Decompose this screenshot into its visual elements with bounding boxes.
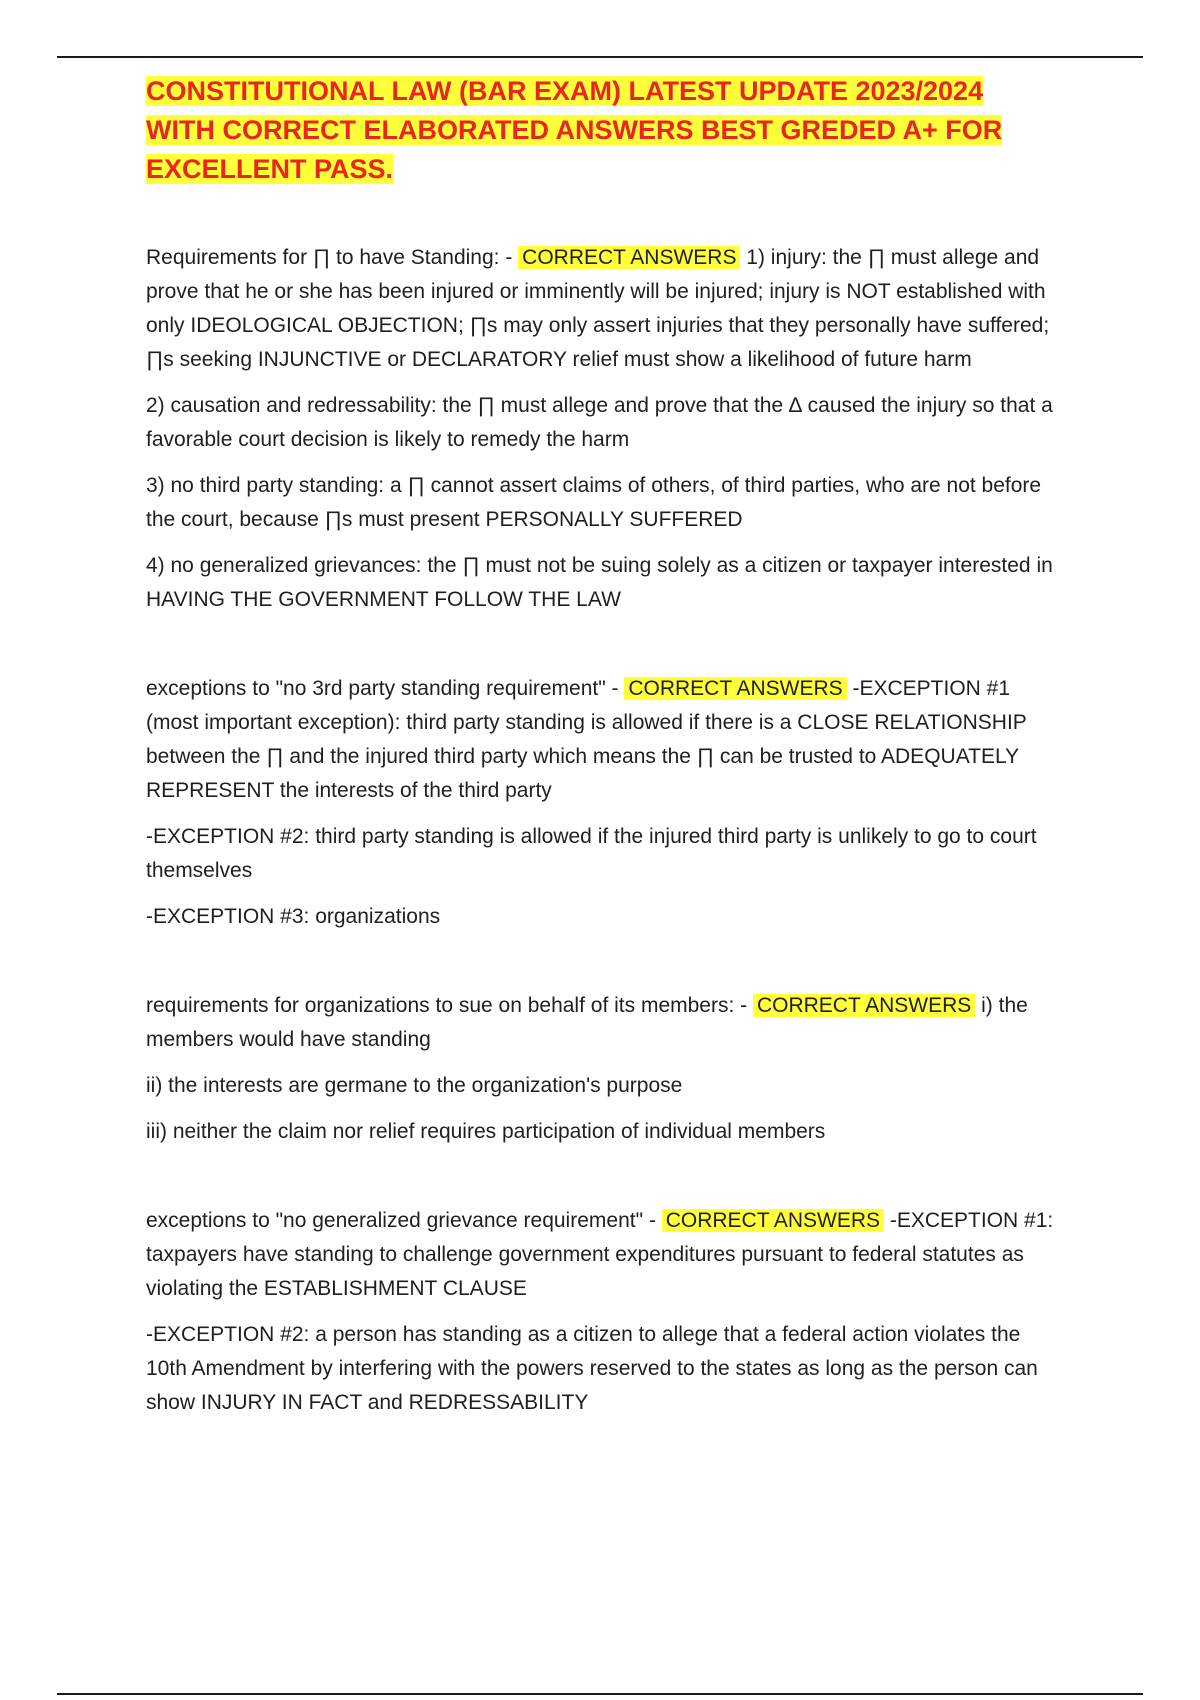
qa-entry-organizations: [146, 989, 1066, 1149]
qa-lead-paragraph: [146, 989, 1066, 1057]
qa-lead-paragraph: [146, 672, 1066, 808]
answer-text: 1) injury: the ∏ must allege and prove that he or she has been injured or imminently will be injured; injury is NOT established with only IDEOLOGICAL OBJECTION; ∏s may only assert injuries that they personally have suffered; ∏s seeking INJUNCTIVE or DECLARATORY relief must show a likelihood of future harm: [146, 246, 1050, 371]
title-line: EXCELLENT PASS.: [146, 154, 394, 184]
question-text: exceptions to "no generalized grievance requirement" -: [146, 1209, 662, 1232]
correct-answers-marker: CORRECT ANSWERS: [753, 994, 975, 1017]
document-title: [146, 72, 1066, 189]
answer-text: -EXCEPTION #1 (most important exception): third party standing is allowed if there is a CLOSE RELATIONSHIP between the ∏ and the injured third party which means the ∏ can be trusted to ADEQUATELY REPRESENT the interests of the third party: [146, 677, 1027, 802]
answer-text: -EXCEPTION #1: taxpayers have standing to challenge government expenditures pursuant to federal statutes as violating the ESTABLISHMENT CLAUSE: [146, 1209, 1054, 1300]
document-body: [146, 72, 1066, 1432]
answer-text: i) the members would have standing: [146, 994, 1028, 1051]
answer-paragraph: -EXCEPTION #3: organizations: [146, 905, 441, 928]
answer-paragraph: -EXCEPTION #2: a person has standing as a citizen to allege that a federal action violates the 10th Amendment by interfering with the powers reserved to the states as long as the person can show INJURY IN FACT and REDRESSABILITY: [146, 1323, 1038, 1414]
qa-entry-standing: [146, 241, 1066, 617]
answer-paragraph: 2) causation and redressability: the ∏ must allege and prove that the ∆ caused the injury so that a favorable court decision is likely to remedy the harm: [146, 394, 1053, 451]
question-text: exceptions to "no 3rd party standing requirement" -: [146, 677, 625, 700]
correct-answers-marker: CORRECT ANSWERS: [518, 246, 740, 269]
question-text: requirements for organizations to sue on behalf of its members: -: [146, 994, 753, 1017]
qa-lead-paragraph: [146, 1204, 1066, 1306]
qa-lead-paragraph: [146, 241, 1066, 377]
top-rule: [57, 56, 1143, 58]
answer-paragraph: 3) no third party standing: a ∏ cannot assert claims of others, of third parties, who are not before the court, because ∏s must present PERSONALLY SUFFERED: [146, 474, 1042, 531]
qa-entry-generalized-grievance-exceptions: [146, 1204, 1066, 1420]
answer-paragraph: -EXCEPTION #2: third party standing is allowed if the injured third party is unlikely to go to court themselves: [146, 825, 1037, 882]
bottom-rule: [57, 1693, 1143, 1695]
correct-answers-marker: CORRECT ANSWERS: [662, 1209, 884, 1232]
question-text: Requirements for ∏ to have Standing: -: [146, 246, 519, 269]
correct-answers-marker: CORRECT ANSWERS: [624, 677, 846, 700]
title-line: WITH CORRECT ELABORATED ANSWERS BEST GREDED A+ FOR: [146, 115, 1003, 145]
answer-paragraph: iii) neither the claim nor relief requires participation of individual members: [146, 1120, 826, 1143]
title-line: CONSTITUTIONAL LAW (BAR EXAM) LATEST UPDATE 2023/2024: [146, 76, 984, 106]
answer-paragraph: 4) no generalized grievances: the ∏ must not be suing solely as a citizen or taxpayer interested in HAVING THE GOVERNMENT FOLLOW THE LAW: [146, 554, 1053, 611]
answer-paragraph: ii) the interests are germane to the organization's purpose: [146, 1074, 683, 1097]
qa-entry-third-party-exceptions: [146, 672, 1066, 934]
